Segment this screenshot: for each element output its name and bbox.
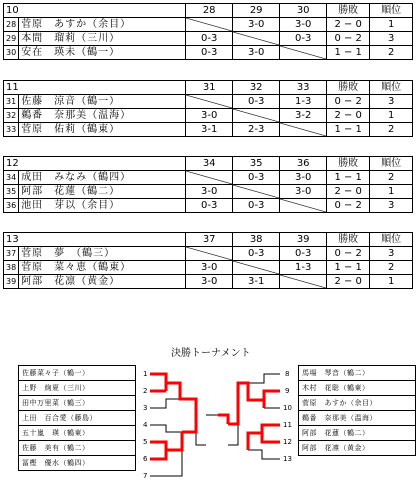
result-cell: 1-3 — [280, 261, 327, 275]
group-label: 10 — [4, 4, 186, 18]
player-name: 菅原 あすか（余目） — [19, 18, 186, 32]
col-header: 38 — [233, 233, 280, 247]
player-number: 38 — [4, 261, 19, 275]
player-name: 菅原 佑莉（鶴東） — [19, 123, 186, 137]
bracket-win-line — [228, 383, 264, 424]
rank: 3 — [370, 32, 413, 46]
win-loss-header: 勝敗 — [327, 4, 370, 18]
win-loss: 2 − 0 — [327, 109, 370, 123]
seed-number: 7 — [143, 472, 148, 480]
col-header: 30 — [280, 4, 327, 18]
player-number: 39 — [4, 275, 19, 289]
rank: 1 — [370, 185, 413, 199]
player-name: 阿部 花凛（黄金） — [19, 275, 186, 289]
bracket-entry: 五十嵐 瑛（鶴東） — [19, 426, 136, 441]
player-number: 30 — [4, 46, 19, 60]
result-cell: 3-0 — [280, 171, 327, 185]
result-cell: 0-3 — [186, 32, 233, 46]
bracket-win-line — [182, 415, 196, 432]
col-header: 36 — [280, 157, 327, 171]
win-loss: 1 − 1 — [327, 46, 370, 60]
player-name: 成田 みなみ（鶴四） — [19, 171, 186, 185]
rank: 2 — [370, 123, 413, 137]
bracket-win-line — [150, 442, 166, 459]
win-loss: 1 − 1 — [327, 171, 370, 185]
bracket-entry: 木村 花聡（鶴東） — [299, 381, 416, 396]
bracket-win-line — [166, 432, 182, 450]
seed-number: 10 — [283, 404, 292, 412]
col-header: 28 — [186, 4, 233, 18]
bracket-entry: 阿部 花凛（黄金） — [299, 441, 416, 456]
bracket-entry: 馬場 琴音（鶴二） — [299, 366, 416, 381]
result-cell: 3-1 — [233, 275, 280, 289]
player-number: 33 — [4, 123, 19, 137]
player-name: 池田 芽以（余目） — [19, 199, 186, 213]
seed-number: 2 — [143, 387, 148, 395]
bracket-win-line — [262, 425, 280, 442]
win-loss: 2 − 0 — [327, 18, 370, 32]
bracket-line — [150, 466, 182, 476]
player-name: 佐藤 涼音（鶴一） — [19, 95, 186, 109]
player-name: 菅原 夢 （鶴三） — [19, 247, 186, 261]
win-loss: 2 − 0 — [327, 275, 370, 289]
rank-header: 順位 — [370, 233, 413, 247]
player-number: 34 — [4, 171, 19, 185]
rank: 3 — [370, 199, 413, 213]
bracket-line — [228, 424, 238, 445]
bracket-win-line — [150, 374, 166, 391]
player-number: 37 — [4, 247, 19, 261]
bracket-entry: 上野 絢夏（三川） — [19, 381, 136, 396]
result-cell: 3-0 — [280, 18, 327, 32]
result-cell: 0-3 — [280, 247, 327, 261]
seed-number: 11 — [283, 421, 292, 429]
player-number: 29 — [4, 32, 19, 46]
result-cell: 0-3 — [186, 199, 233, 213]
bracket-line — [150, 425, 182, 432]
win-loss-header: 勝敗 — [327, 233, 370, 247]
player-name: 鵜番 奈那美（温海） — [19, 109, 186, 123]
bracket-win-line — [248, 433, 262, 450]
seed-number: 12 — [283, 438, 292, 446]
player-number: 31 — [4, 95, 19, 109]
seed-number: 9 — [285, 387, 290, 395]
result-cell: 3-0 — [186, 109, 233, 123]
col-header: 34 — [186, 157, 233, 171]
result-cell: 0-3 — [233, 199, 280, 213]
player-number: 35 — [4, 185, 19, 199]
result-cell: 3-0 — [186, 261, 233, 275]
result-cell: 0-3 — [233, 171, 280, 185]
win-loss: 2 − 0 — [327, 185, 370, 199]
player-number: 32 — [4, 109, 19, 123]
win-loss: 0 − 2 — [327, 95, 370, 109]
result-cell: 3-2 — [280, 109, 327, 123]
seed-number: 3 — [143, 404, 148, 412]
bracket-entry: 上田 百合愛（藤島） — [19, 411, 136, 426]
col-header: 31 — [186, 81, 233, 95]
win-loss: 1 − 1 — [327, 123, 370, 137]
rank: 2 — [370, 261, 413, 275]
win-loss-header: 勝敗 — [327, 157, 370, 171]
col-header: 29 — [233, 4, 280, 18]
seed-number: 8 — [285, 370, 290, 378]
bracket-win-line — [218, 415, 228, 424]
finals-title: 決勝トーナメント — [171, 348, 251, 359]
result-cell: 3-0 — [186, 275, 233, 289]
player-name: 安在 瑛未（鶴一） — [19, 46, 186, 60]
rank: 1 — [370, 109, 413, 123]
group-label: 13 — [4, 233, 186, 247]
result-cell: 0-3 — [280, 32, 327, 46]
result-cell: 0-3 — [233, 95, 280, 109]
win-loss: 1 − 1 — [327, 261, 370, 275]
result-cell: 3-0 — [233, 46, 280, 60]
col-header: 32 — [233, 81, 280, 95]
bracket-entry: 鵜番 奈那美（温海） — [299, 411, 416, 426]
result-cell: 0-3 — [233, 247, 280, 261]
result-cell: 3-1 — [186, 123, 233, 137]
rank: 3 — [370, 247, 413, 261]
player-name: 本間 瑠莉（三川） — [19, 32, 186, 46]
result-cell: 0-3 — [186, 46, 233, 60]
rank: 1 — [370, 18, 413, 32]
bracket-line — [150, 399, 180, 408]
rank-header: 順位 — [370, 157, 413, 171]
player-name: 菅原 菜々恵（鶴東） — [19, 261, 186, 275]
col-header: 35 — [233, 157, 280, 171]
rank: 2 — [370, 171, 413, 185]
group-label: 12 — [4, 157, 186, 171]
seed-number: 6 — [143, 455, 148, 463]
rank-header: 順位 — [370, 81, 413, 95]
rank-header: 順位 — [370, 4, 413, 18]
player-number: 28 — [4, 18, 19, 32]
seed-number: 13 — [283, 455, 292, 463]
player-number: 36 — [4, 199, 19, 213]
result-cell: 2-3 — [233, 123, 280, 137]
col-header: 37 — [186, 233, 233, 247]
win-loss: 0 − 2 — [327, 199, 370, 213]
result-cell: 3-0 — [233, 18, 280, 32]
result-cell: 3-0 — [186, 185, 233, 199]
bracket-win-line — [264, 391, 280, 408]
bracket-line — [248, 450, 280, 459]
seed-number: 1 — [143, 370, 148, 378]
bracket-entry: 冨樫 優水（鶴四） — [19, 456, 136, 471]
rank: 2 — [370, 46, 413, 60]
bracket-line — [248, 374, 280, 383]
bracket-entry: 田中万里菜（鶴三） — [19, 396, 136, 411]
bracket-entry: 阿部 花蓮（鶴二） — [299, 426, 416, 441]
group-label: 11 — [4, 81, 186, 95]
seed-number: 4 — [143, 421, 148, 429]
bracket-entry: 菅原 あすか（余目） — [299, 396, 416, 411]
seed-number: 5 — [143, 438, 148, 446]
win-loss-header: 勝敗 — [327, 81, 370, 95]
result-cell: 3-0 — [280, 185, 327, 199]
bracket-entry: 佐藤 美有（鶴二） — [19, 441, 136, 456]
bracket-entry: 佐藤菜々子（鶴一） — [19, 366, 136, 381]
win-loss: 0 − 2 — [327, 247, 370, 261]
col-header: 39 — [280, 233, 327, 247]
rank: 1 — [370, 275, 413, 289]
rank: 3 — [370, 95, 413, 109]
win-loss: 0 − 2 — [327, 32, 370, 46]
player-name: 阿部 花蓮（鶴二） — [19, 185, 186, 199]
col-header: 33 — [280, 81, 327, 95]
result-cell: 1-3 — [280, 95, 327, 109]
